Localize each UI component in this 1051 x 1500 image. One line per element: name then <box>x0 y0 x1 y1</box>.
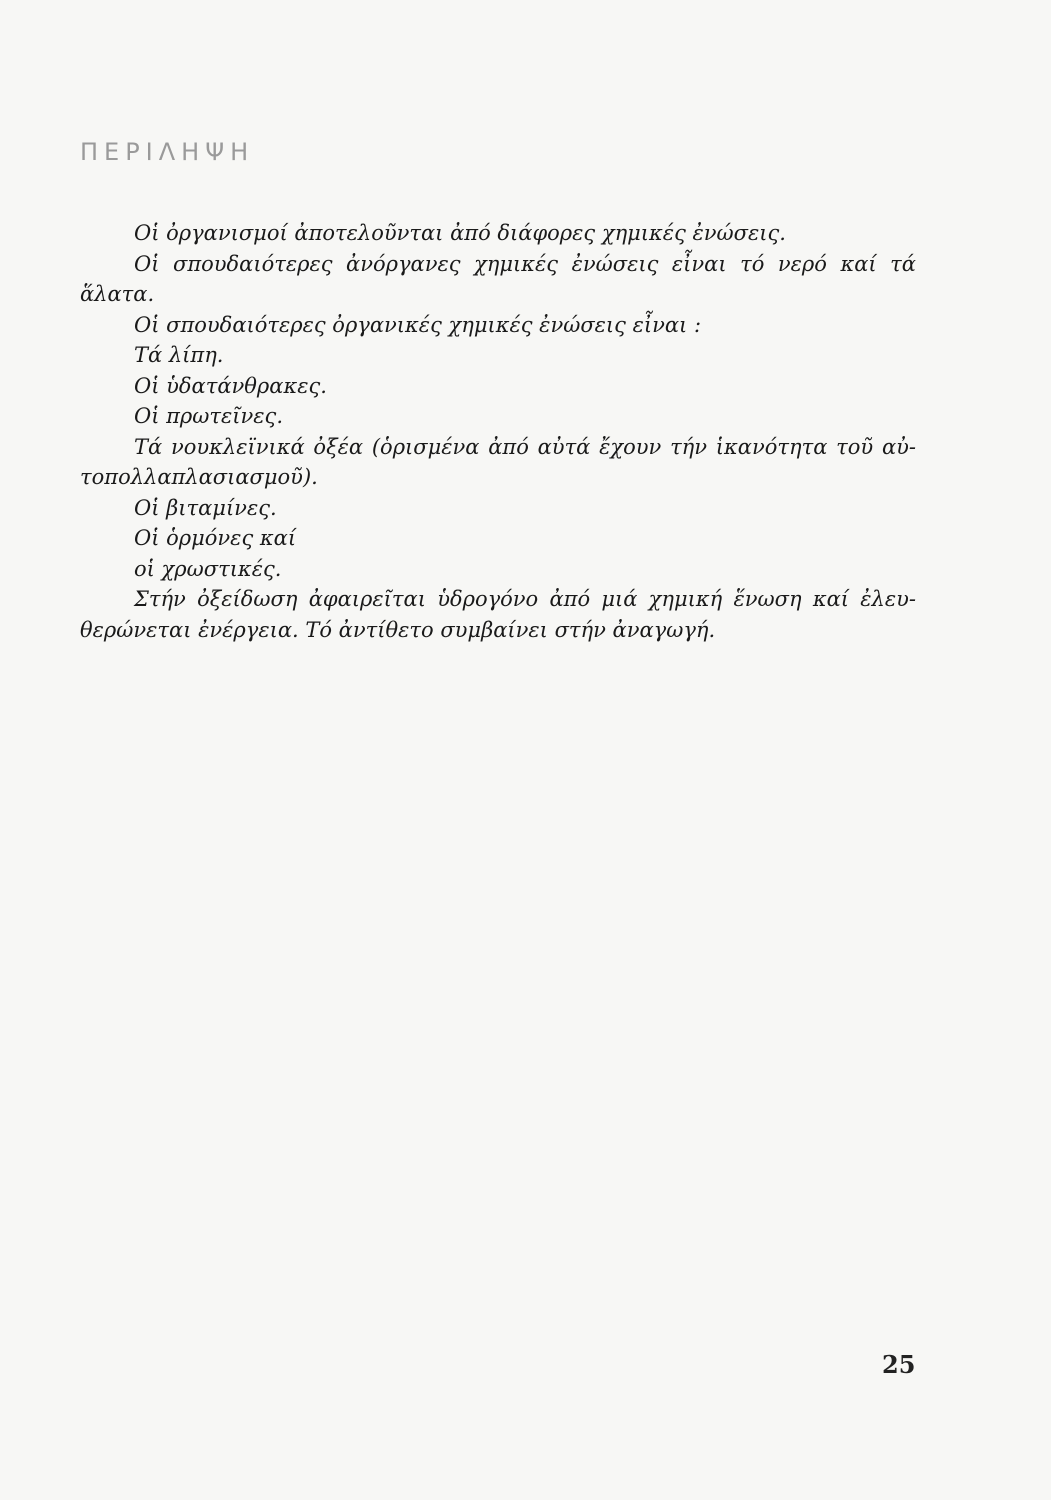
summary-line: ἅλατα. <box>80 282 155 306</box>
summary-line: Στήν ὀξείδωση ἀφαιρεῖται ὑδρογόνο ἀπό μιά χημική ἕνωση καί ἐλευ- <box>134 587 916 611</box>
page-number: 25 <box>882 1350 916 1379</box>
section-heading: ΠΕΡΙΛΗΨΗ <box>80 138 255 166</box>
summary-line: Οἱ πρωτεῖνες. <box>134 404 283 428</box>
summary-line: τοπολλαπλασιασμοῦ). <box>80 465 318 489</box>
summary-line: Οἱ βιταμίνες. <box>134 495 277 520</box>
summary-text <box>80 218 916 645</box>
summary-line: οἱ χρωστικές. <box>134 556 282 581</box>
summary-line: Τά νουκλεϊνικά ὀξέα (ὁρισμένα ἀπό αὐτά ἔχουν τήν ἱκανότητα τοῦ αὐ- <box>134 434 916 459</box>
summary-line: Οἱ σπουδαιότερες ὀργανικές χημικές ἐνώσεις εἶναι : <box>134 312 702 337</box>
summary-line: Οἱ ὁρμόνες καί <box>134 526 297 550</box>
summary-line: Οἱ ὑδατάνθρακες. <box>134 373 327 398</box>
summary-line: Οἱ σπουδαιότερες ἀνόργανες χημικές ἐνώσεις εἶναι τό νερό καί τά <box>134 251 916 276</box>
summary-line: Τά λίπη. <box>134 343 224 367</box>
summary-line: θερώνεται ἐνέργεια. Τό ἀντίθετο συμβαίνει στήν ἀναγωγή. <box>80 617 716 642</box>
summary-line: Οἱ ὀργανισμοί ἀποτελοῦνται ἀπό διάφορες χημικές ἐνώσεις. <box>134 221 786 245</box>
